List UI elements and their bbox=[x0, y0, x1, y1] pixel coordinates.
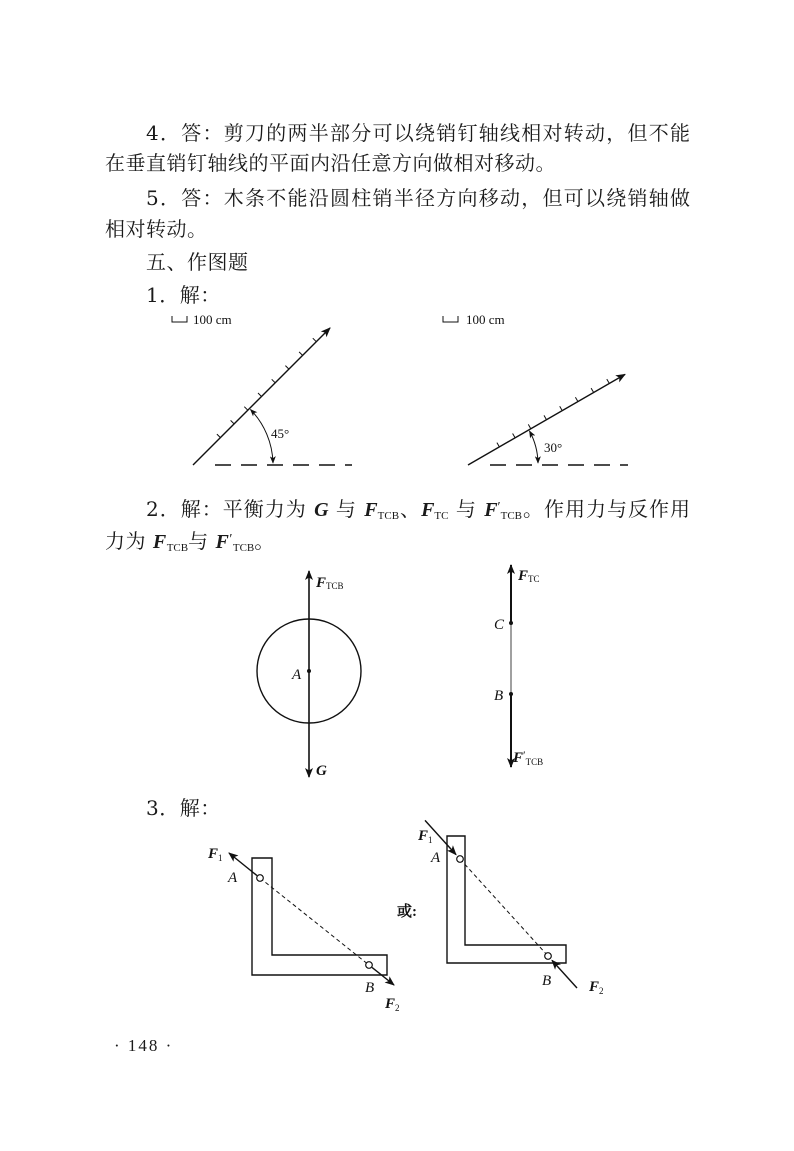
figure-bracket-tension bbox=[207, 846, 400, 1013]
subscript: TC bbox=[528, 574, 540, 584]
text-segment: 力为 bbox=[105, 529, 153, 553]
point-c-label: C bbox=[494, 617, 505, 633]
prime-mark: ′ bbox=[523, 748, 526, 762]
point-b-dot bbox=[509, 692, 513, 696]
scale-bar-icon bbox=[443, 316, 458, 322]
force-f1-label bbox=[417, 828, 433, 845]
figure-force-45deg bbox=[172, 312, 352, 465]
scale-ticks bbox=[217, 338, 316, 437]
q4-answer-line2: 在垂直销钉轴线的平面内沿任意方向做相对移动。 bbox=[105, 151, 556, 175]
subscript: TCB bbox=[525, 757, 544, 767]
text-segment: 与 bbox=[188, 529, 216, 553]
force-f2-label bbox=[384, 996, 400, 1013]
text-segment: 与 bbox=[328, 497, 365, 521]
point-a-label: A bbox=[292, 667, 302, 683]
tick-mark bbox=[497, 443, 500, 447]
scale-label: 100 cm bbox=[193, 312, 232, 327]
or-label: 或: bbox=[397, 904, 417, 920]
subscript: TCB bbox=[500, 510, 523, 522]
point-a-label: A bbox=[228, 870, 238, 886]
text-segment: 。作用力与反作用 bbox=[522, 497, 691, 521]
prime-mark: ′ bbox=[229, 532, 233, 547]
symbol-f: F bbox=[589, 979, 600, 995]
q5-answer-line1: 5．答：木条不能沿圆柱销半径方向移动，但可以绕销轴做 bbox=[146, 186, 690, 210]
tick-mark bbox=[513, 434, 516, 438]
angle-arc bbox=[530, 431, 539, 463]
problem3-heading: 3．解： bbox=[146, 796, 221, 820]
symbol-f: F bbox=[513, 750, 524, 766]
line-of-action-dashed bbox=[460, 859, 548, 956]
section-title: 五、作图题 bbox=[146, 250, 249, 274]
symbol-f: F bbox=[385, 996, 396, 1012]
page-number: · 148 · bbox=[114, 1036, 174, 1055]
tick-mark bbox=[544, 415, 547, 419]
line-of-action-dashed bbox=[260, 878, 369, 965]
tick-mark bbox=[272, 379, 276, 383]
l-bracket-outline bbox=[447, 836, 566, 963]
symbol-f: F bbox=[484, 499, 498, 521]
scale-bar-icon bbox=[172, 316, 187, 322]
symbol-f: F bbox=[418, 828, 429, 844]
q4-answer-line1: 4．答：剪刀的两半部分可以绕销钉轴线相对转动，但不能 bbox=[146, 121, 690, 145]
figure-sphere-forces bbox=[257, 571, 361, 779]
tick-mark bbox=[244, 407, 248, 411]
point-b-label: B bbox=[542, 973, 552, 989]
angle-label: 45° bbox=[271, 426, 290, 441]
tick-mark bbox=[313, 338, 317, 342]
pin-b bbox=[366, 962, 373, 969]
subscript: 2 bbox=[395, 1003, 400, 1013]
subscript: 1 bbox=[428, 835, 433, 845]
point-a-label: A bbox=[431, 850, 441, 866]
text-segment: 与 bbox=[448, 497, 485, 521]
angle-arc bbox=[251, 410, 274, 464]
force-ftcb-prime-label bbox=[512, 748, 543, 767]
point-b-label: B bbox=[365, 980, 375, 996]
scale-label: 100 cm bbox=[466, 312, 505, 327]
subscript: TCB bbox=[377, 510, 400, 522]
point-c-dot bbox=[509, 621, 513, 625]
subscript: 2 bbox=[599, 986, 604, 996]
figure-rope-forces bbox=[494, 565, 543, 767]
angle-label: 30° bbox=[544, 440, 563, 455]
tick-mark bbox=[528, 424, 531, 428]
prime-mark: ′ bbox=[497, 500, 501, 515]
subscript: 1 bbox=[218, 853, 223, 863]
force-f2-arrow bbox=[552, 960, 577, 988]
tick-mark bbox=[607, 379, 610, 383]
tick-mark bbox=[591, 388, 594, 392]
force-ftc-label bbox=[517, 568, 540, 584]
tick-mark bbox=[217, 434, 221, 438]
text-segment: 。 bbox=[254, 529, 275, 553]
tick-mark bbox=[285, 366, 289, 370]
tick-mark bbox=[575, 397, 578, 401]
force-ftcb-label bbox=[315, 575, 344, 591]
problem1-heading: 1．解： bbox=[146, 283, 221, 307]
symbol-f: F bbox=[364, 499, 378, 521]
figure-force-30deg bbox=[443, 312, 628, 465]
tick-mark bbox=[560, 406, 563, 410]
symbol-f: F bbox=[152, 531, 167, 553]
point-b-label: B bbox=[494, 688, 504, 704]
subscript: TCB bbox=[326, 581, 344, 591]
pin-a bbox=[257, 875, 264, 882]
symbol-f: F bbox=[421, 499, 435, 521]
force-f2-label bbox=[588, 979, 604, 996]
tick-mark bbox=[299, 352, 303, 356]
symbol-f: F bbox=[208, 846, 219, 862]
l-bracket-outline bbox=[252, 858, 387, 975]
pin-b bbox=[545, 953, 552, 960]
tick-mark bbox=[258, 393, 262, 397]
figure-bracket-compression bbox=[417, 820, 604, 996]
tick-mark bbox=[231, 420, 235, 424]
force-g-label: G bbox=[316, 763, 327, 779]
text-segment: 、 bbox=[399, 497, 422, 521]
scale-ticks bbox=[497, 379, 609, 447]
point-a-dot bbox=[307, 669, 311, 673]
subscript: TCB bbox=[232, 542, 255, 554]
force-f1-label bbox=[207, 846, 223, 863]
subscript: TCB bbox=[166, 542, 189, 554]
pin-a bbox=[457, 856, 464, 863]
q5-answer-line2: 相对转动。 bbox=[105, 217, 208, 241]
symbol-f: F bbox=[316, 575, 327, 591]
symbol-g: G bbox=[314, 499, 329, 521]
force-f2-arrow bbox=[372, 967, 394, 985]
text-segment: 2．解：平衡力为 bbox=[146, 497, 315, 521]
subscript: TC bbox=[434, 510, 449, 522]
symbol-f: F bbox=[215, 531, 230, 553]
symbol-f: F bbox=[518, 568, 529, 584]
